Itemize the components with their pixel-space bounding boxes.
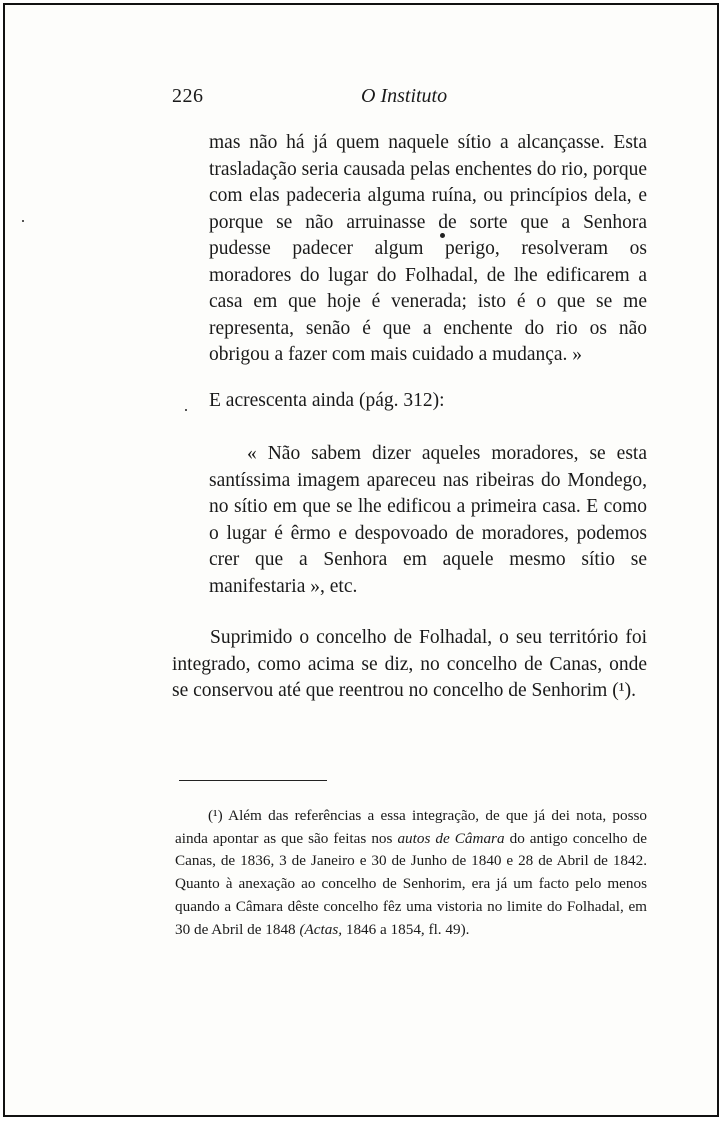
footnote-mark: (¹) xyxy=(208,807,223,824)
block-quote: « Não sabem dizer aqueles moradores, se esta santíssima imagem apareceu nas ribeiras do Mondego, no sítio em que se lhe edificou a primeira casa. E como o lugar é êrmo e despovoado de moradores, podemos crer que a Senhora em aquele mesmo sítio se manifestaria », etc. xyxy=(209,443,647,597)
paragraph-main-end: . xyxy=(631,680,636,701)
footnote-reference[interactable]: (¹) xyxy=(612,680,632,701)
footnote-text-2: do antigo concelho de Canas, de 1836, 3 de Janeiro e 30 de Junho de 1840 e 28 de Abril de 1842. Quanto à anexação ao concelho de Senhorim, era já um facto pelo menos quando a Câmara dêste concelho fêz uma vistoria no limite do Folhadal, em 30 de Abril de 1848 xyxy=(175,829,647,938)
paragraph-main xyxy=(172,625,647,705)
footnote-italic-1: autos de Câmara xyxy=(397,829,505,847)
footnote-divider xyxy=(179,780,327,781)
book-page xyxy=(3,3,719,1117)
margin-mark xyxy=(185,409,187,411)
page-number: 226 xyxy=(172,85,204,107)
page-header xyxy=(5,85,717,115)
paragraph-main-text: Suprimido o concelho de Folhadal, o seu território foi integrado, como acima se diz, no concelho de Canas, onde se conservou até que reentrou no concelho de Senhorim xyxy=(172,627,647,701)
footnote xyxy=(175,805,647,941)
running-title: O Instituto xyxy=(361,85,448,107)
paragraph-continued-quote: mas não há já quem naquele sítio a alcançasse. Esta trasladação seria causada pelas enchentes do rio, porque com elas padeceria alguma ruína, ou princípios dela, e porque se não arruinasse de sorte que a Senhora pudesse padecer algum perigo, resolveram os moradores do lugar do Folhadal, de lhe edificarem a casa em que hoje é venerada; isto é o que se me representa, senão é que a enchente do rio os não obrigou a fazer com mais cuidado a mudança. » xyxy=(209,132,647,365)
ink-speck xyxy=(440,233,445,238)
footnote-text-1: Além das referências a essa integração, de que já dei nota, posso ainda apontar as que são feitas nos xyxy=(175,807,647,847)
margin-mark xyxy=(22,220,24,222)
paragraph-intro: E acrescenta ainda (pág. 312): xyxy=(209,390,445,411)
footnote-italic-2: (Actas, xyxy=(299,920,343,938)
footnote-text-3: 1846 a 1854, fl. 49). xyxy=(345,920,470,938)
